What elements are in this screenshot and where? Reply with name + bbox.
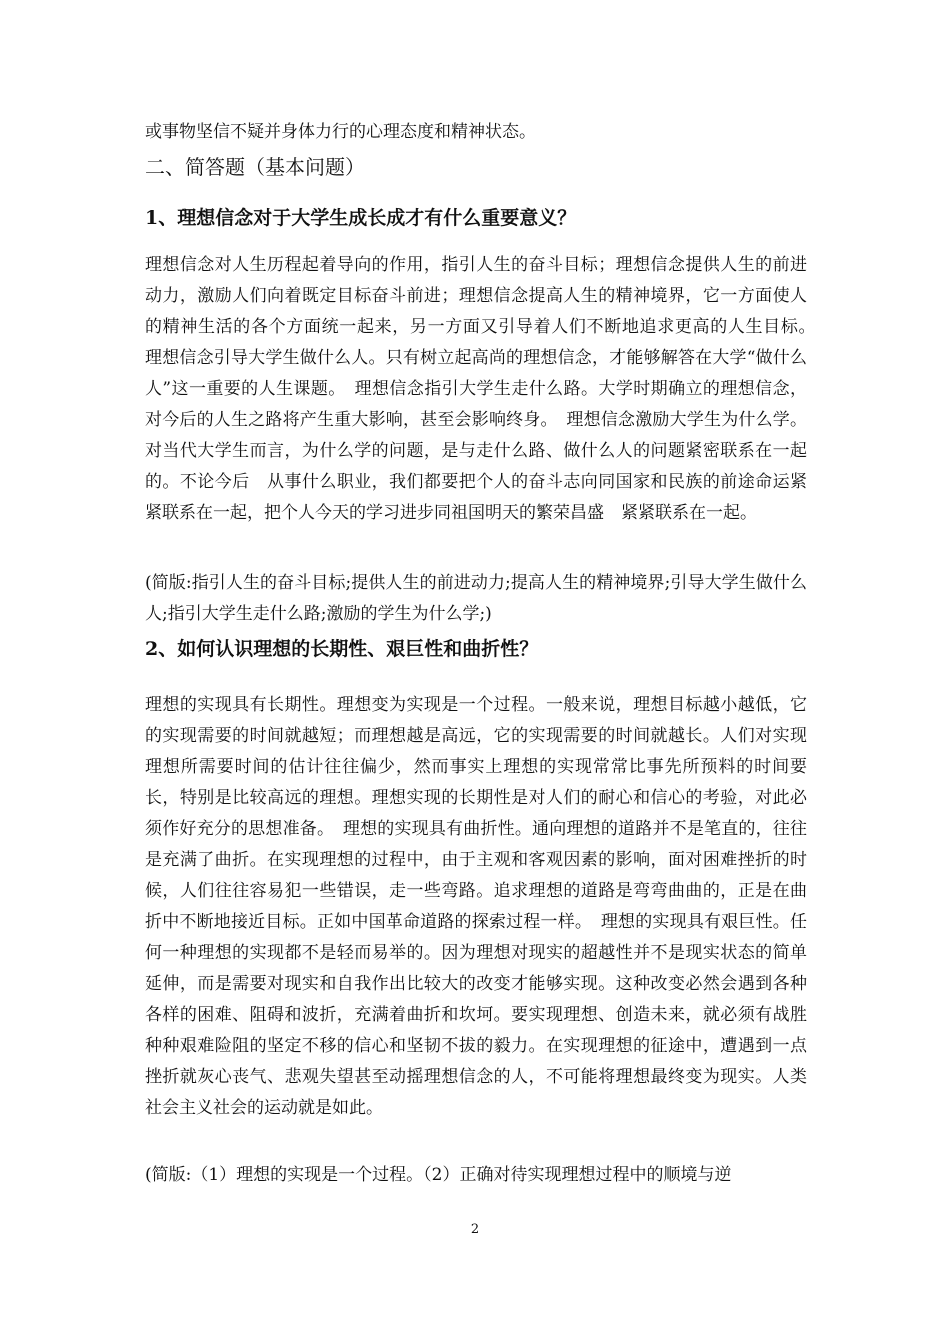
question-1-title: 1、理想信念对于大学生成长成才有什么重要意义？ xyxy=(145,207,577,229)
page-number: 2 xyxy=(470,1222,480,1237)
question-1-answer: 理想信念对人生历程起着导向的作用，指引人生的奋斗目标；理想信念提供人生的前进动力，激励人们向着既定目标奋斗前进；理想信念提高人生的精神境界，它一方面使人的精神生活的各个方面统一起来，另一方面又引导着人们不断地追求更高的人生目标。 理想信念引导大学生做什么人。只有树立起高尚的理想信念，才能够解答在大学“做什么人”这一重要的人生课题。 理想信念指引大学生走什么路。大学时期确立的理想信念，对今后的人生之路将产生重大影响，甚至会影响终身。 理想信念激励大学生为什么学。对当代大学生而言，为什么学的问题，是与走什么路、做什么人的问题紧密联系在一起的。不论今后 从事什么职业，我们都要把个人的奋斗志向同国家和民族的前途命运紧紧联系在一起，把个人今天的学习进步同祖国明天的繁荣昌盛 紧紧联系在一起。 xyxy=(145,255,824,523)
intro-line: 或事物坚信不疑并身体力行的心理态度和精神状态。 xyxy=(145,122,536,142)
question-1-summary: (简版:指引人生的奋斗目标;提供人生的前进动力;提高人生的精神境界;引导大学生做什么人;指引大学生走什么路;激励的学生为什么学;) xyxy=(145,573,807,624)
question-2-answer: 理想的实现具有长期性。理想变为实现是一个过程。一般来说，理想目标越小越低，它的实现需要的时间就越短；而理想越是高远，它的实现需要的时间就越长。人们对实现理想所需要时间的估计往往偏少，然而事实上理想的实现常常比事先所预料的时间要长，特别是比较高远的理想。理想实现的长期性是对人们的耐心和信心的考验，对此必须作好充分的思想准备。 理想的实现具有曲折性。通向理想的道路并不是笔直的，往往是充满了曲折。在实现理想的过程中，由于主观和客观因素的影响，面对困难挫折的时候，人们往往容易犯一些错误，走一些弯路。追求理想的道路是弯弯曲曲的，正是在曲折中不断地接近目标。正如中国革命道路的探索过程一样。 理想的实现具有艰巨性。任何一种理想的实现都不是轻而易举的。因为理想对现实的超越性并不是现实状态的简单延伸，而是需要对现实和自我作出比较大的改变才能够实现。这种改变必然会遇到各种各样的困难、阻碍和波折，充满着曲折和坎坷。要实现理想、创造未来，就必须有战胜种种艰难险阻的坚定不移的信心和坚韧不拔的毅力。在实现理想的征途中，遭遇到一点挫折就灰心丧气、悲观失望甚至动摇理想信念的人，不可能将理想最终变为现实。人类社会主义社会的运动就是如此。 xyxy=(145,695,807,1118)
question-2-title: 2、如何认识理想的长期性、艰巨性和曲折性？ xyxy=(145,638,539,660)
question-2-summary: (简版:（1）理想的实现是一个过程。（2）正确对待实现理想过程中的顺境与逆 xyxy=(145,1165,732,1185)
section-title: 二、简答题（基本问题） xyxy=(145,155,365,179)
